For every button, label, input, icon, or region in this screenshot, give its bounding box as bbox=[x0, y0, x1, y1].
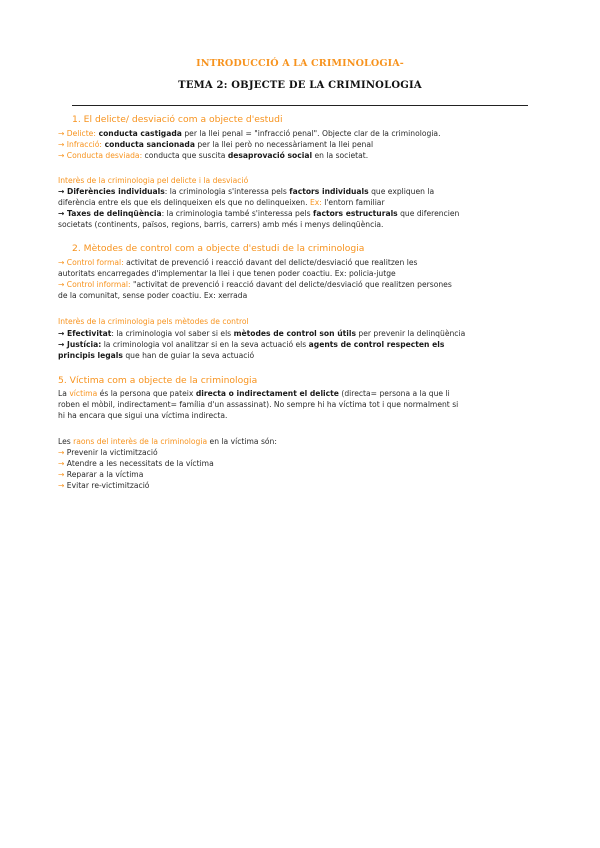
reasons-intro bbox=[58, 436, 548, 447]
bold-term: Efectivitat bbox=[64, 329, 112, 338]
paragraph-text: en la víctima són: bbox=[207, 437, 277, 446]
item-text: diferència entre els que els delinqueixen els que no delinqueixen. bbox=[58, 198, 310, 207]
reason-text: Reparar a la víctima bbox=[66, 470, 144, 479]
bold-term: mètodes de control son útils bbox=[233, 329, 356, 338]
term-label: Conducta desviada: bbox=[64, 151, 143, 160]
interest-delicte-list bbox=[58, 186, 548, 230]
item-text: la criminologia vol analitzar si en la seva actuació els bbox=[101, 340, 309, 349]
title-divider bbox=[72, 105, 528, 106]
example-label: Ex: bbox=[309, 198, 322, 207]
definition-control-formal bbox=[58, 257, 548, 268]
item-text: que expliquen la bbox=[368, 187, 435, 196]
paragraph-line bbox=[58, 388, 548, 399]
list-item bbox=[58, 480, 548, 491]
term-label: Infracció: bbox=[64, 140, 102, 149]
list-item-continued bbox=[58, 219, 548, 230]
definition-text: per la llei penal = "infracció penal". Objecte clar de la criminologia. bbox=[181, 129, 441, 138]
bold-term: desaprovació social bbox=[227, 151, 313, 160]
term-label: Control informal: bbox=[64, 280, 131, 289]
list-item bbox=[58, 458, 548, 469]
arrow-icon: → bbox=[58, 209, 65, 218]
definition-continued bbox=[58, 268, 548, 279]
paragraph-text: hi ha encara que sigui una víctima indirecta. bbox=[58, 411, 228, 420]
course-title: INTRODUCCIÓ A LA CRIMINOLOGIA- bbox=[196, 58, 404, 69]
section-5-heading: 5. Víctima com a objecte de la criminologia bbox=[58, 375, 258, 386]
paragraph-text: (directa= persona a la que li bbox=[338, 389, 450, 398]
item-text: l'entorn familiar bbox=[321, 198, 385, 207]
item-text: societats (continents, països, regions, barris, carrers) amb més i menys delinqüència. bbox=[58, 220, 384, 229]
bold-term: agents de control respecten els bbox=[308, 340, 445, 349]
highlight-term: raons del interès de la criminologia bbox=[73, 437, 208, 446]
bold-term: Taxes de delinqüència bbox=[64, 209, 162, 218]
section-2-heading: 2. Mètodes de control com a objecte d'estudi de la criminologia bbox=[72, 243, 365, 254]
bold-term: conducta sancionada bbox=[101, 140, 195, 149]
item-text: : la criminologia també s'interessa pels bbox=[161, 209, 314, 218]
reasons-block bbox=[58, 436, 548, 491]
item-text: que han de guiar la seva actuació bbox=[122, 351, 255, 360]
arrow-icon: → bbox=[58, 459, 65, 468]
list-item bbox=[58, 208, 548, 219]
section-1-definitions bbox=[58, 128, 548, 161]
definition-continued bbox=[58, 290, 548, 301]
term-label: Delicte: bbox=[64, 129, 96, 138]
paragraph-line bbox=[58, 410, 548, 421]
list-item bbox=[58, 328, 548, 339]
highlight-term: víctima bbox=[69, 389, 98, 398]
definition-conducta-desviada bbox=[58, 150, 548, 161]
definition-text: "activitat de prevenció i reacció davant del delicte/desviació que realitzen persones bbox=[130, 280, 452, 289]
paragraph-text: Les bbox=[58, 437, 74, 446]
definition-text: de la comunitat, sense poder coactiu. Ex: xerrada bbox=[58, 291, 248, 300]
reason-text: Evitar re-victimització bbox=[66, 481, 150, 490]
arrow-icon: → bbox=[58, 129, 65, 138]
bold-term: directa o indirectament el delicte bbox=[195, 389, 339, 398]
term-label: Control formal: bbox=[64, 258, 124, 267]
interest-delicte-heading: Interès de la criminologia pel delicte i la desviació bbox=[58, 176, 249, 185]
definition-text: en la societat. bbox=[312, 151, 369, 160]
list-item bbox=[58, 339, 548, 350]
list-item bbox=[58, 469, 548, 480]
paragraph-text: és la persona que pateix bbox=[97, 389, 196, 398]
bold-term: factors individuals bbox=[289, 187, 369, 196]
definition-text: autoritats encarregades d'implementar la llei i que tenen poder coactiu. Ex: policia-jutge bbox=[58, 269, 396, 278]
bold-term: conducta castigada bbox=[95, 129, 182, 138]
paragraph-line bbox=[58, 399, 548, 410]
arrow-icon: → bbox=[58, 448, 65, 457]
bold-term: Diferències individuals bbox=[64, 187, 165, 196]
unit-title: TEMA 2: OBJECTE DE LA CRIMINOLOGIA bbox=[178, 80, 422, 91]
item-text: : la criminologia s'interessa pels bbox=[164, 187, 290, 196]
definition-text: per la llei però no necessàriament la llei penal bbox=[194, 140, 374, 149]
item-text: que diferencien bbox=[397, 209, 460, 218]
paragraph-text: roben el mòbil, indirectament= família d'un assassinat). No sempre hi ha víctima tot i que normalment si bbox=[58, 400, 459, 409]
reason-text: Prevenir la victimització bbox=[66, 448, 158, 457]
bold-term: principis legals bbox=[58, 351, 123, 360]
section-5-paragraph bbox=[58, 388, 548, 421]
list-item-continued bbox=[58, 197, 548, 208]
definition-delicte bbox=[58, 128, 548, 139]
interest-control-heading: Interès de la criminologia pels mètodes de control bbox=[58, 317, 249, 326]
definition-control-informal bbox=[58, 279, 548, 290]
bold-term: factors estructurals bbox=[313, 209, 398, 218]
section-1-heading: 1. El delicte/ desviació com a objecte d'estudi bbox=[72, 114, 283, 125]
arrow-icon: → bbox=[58, 187, 65, 196]
arrow-icon: → bbox=[58, 258, 65, 267]
section-2-definitions bbox=[58, 257, 548, 301]
list-item bbox=[58, 447, 548, 458]
interest-control-list bbox=[58, 328, 548, 361]
arrow-icon: → bbox=[58, 151, 65, 160]
item-text: per prevenir la delinqüència bbox=[355, 329, 466, 338]
list-item bbox=[58, 186, 548, 197]
arrow-icon: → bbox=[58, 340, 65, 349]
bold-term: Justícia: bbox=[64, 340, 102, 349]
arrow-icon: → bbox=[58, 280, 65, 289]
reason-text: Atendre a les necessitats de la víctima bbox=[66, 459, 214, 468]
arrow-icon: → bbox=[58, 481, 65, 490]
arrow-icon: → bbox=[58, 470, 65, 479]
item-text: : la criminologia vol saber si els bbox=[111, 329, 234, 338]
list-item-continued bbox=[58, 350, 548, 361]
definition-text: conducta que suscita bbox=[142, 151, 228, 160]
paragraph-text: La bbox=[58, 389, 70, 398]
definition-infraccio bbox=[58, 139, 548, 150]
arrow-icon: → bbox=[58, 140, 65, 149]
definition-text: activitat de prevenció i reacció davant del delicte/desviació que realitzen les bbox=[123, 258, 418, 267]
arrow-icon: → bbox=[58, 329, 65, 338]
